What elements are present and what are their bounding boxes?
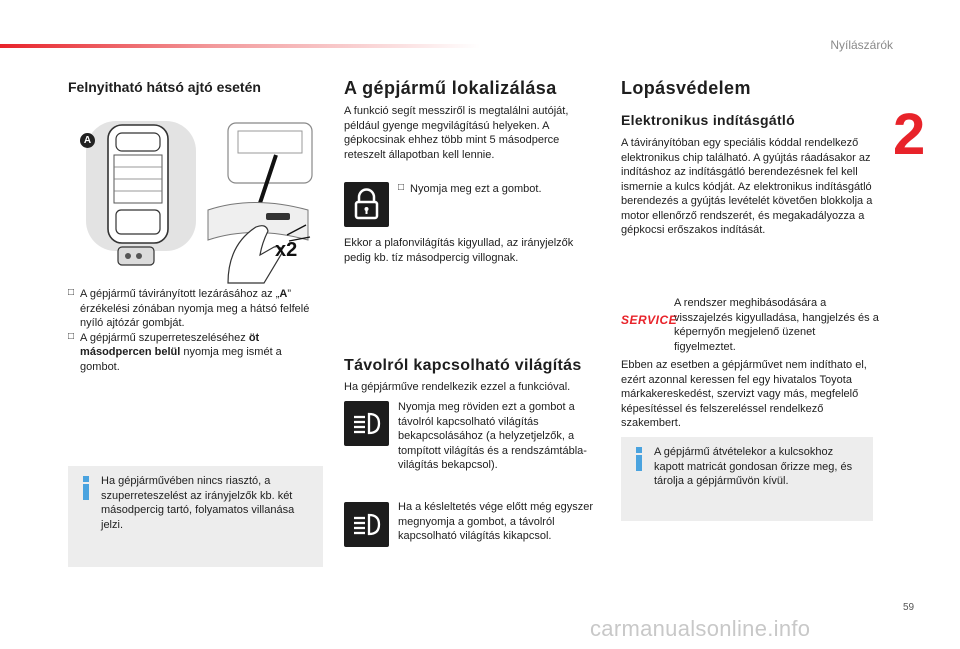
- headlight-icon: [344, 401, 389, 446]
- col3-body: A távirányítóban egy speciális kóddal rendelkező elektronikus chip található. A gyújtás ráadásakor az indításhoz az indításgátló berendezésnek fel kell ismernie a kulcs kódját. Az elektronikus indításgátló berendezés a gyújtás levételét követően blokkolja a motor ellenőrző rendszerét, és megakadályozza a gépkocsi erőszakos indítását.: [621, 137, 873, 236]
- press-twice-label: x2: [275, 239, 298, 261]
- lock-instruction: [398, 182, 542, 197]
- rear-door-figure: [78, 115, 323, 285]
- info-text: A gépjármű átvételekor a kulcsokhoz kapott matricát gondosan őrizze meg, és tárolja a gépjárművön kívül.: [654, 446, 853, 487]
- info-icon: [80, 476, 92, 500]
- col2-intro: A funkció segít messziről is megtalálni autóját, például gyenge megvilágítású helyeken. A gépkocsinak ehhez több mint 5 másodperce reteszelt állapotban kell lennie.: [344, 105, 569, 161]
- headlight-button-off: [344, 502, 389, 547]
- page-number: 59: [903, 602, 915, 613]
- col3-subtitle: Elektronikus indításgátló: [621, 112, 795, 128]
- zone-a-label: A: [80, 133, 95, 148]
- section-title: Nyílászárók: [830, 38, 893, 52]
- info-box: [68, 466, 323, 567]
- lock-icon: [344, 182, 389, 227]
- lock-button-icon: [344, 182, 389, 227]
- square-bullet-icon: □: [68, 287, 75, 298]
- col2-title2: Távolról kapcsolható világítás: [344, 357, 582, 374]
- watermark: carmanualsonline.info: [590, 616, 811, 641]
- light-on-text: Nyomja meg röviden ezt a gombot a távolról kapcsolható világítás bekapcsolásához (a helyzetjelzők, a tompított világítás és a rendszámtábla-világítás bekapcsol).: [398, 401, 587, 471]
- lock-instruction-text: Nyomja meg ezt a gombot.: [410, 183, 542, 195]
- service-warning-icon: SERVICE: [621, 313, 678, 327]
- headlight-icon: [344, 502, 389, 547]
- info-text: Ha gépjárművében nincs riasztó, a szuperreteszelést az irányjelzők kb. két másodpercig tartó, folyamatos villanása jelzi.: [101, 475, 295, 531]
- square-bullet-icon: □: [68, 330, 75, 342]
- col3-after-service: Ebben az esetben a gépjárművet nem indíthato el, ezért azonnal keressen fel egy hivatalos Toyota márkakereskedést, szervizt vagy más, megfelelő képesítéssel és felszereléssel rendelkező szakembert.: [621, 359, 867, 429]
- info-icon: [633, 447, 645, 471]
- bullet-text: A gépjármű szuperreteszeléséhez öt másodpercen belül nyomja meg ismét a gombot.: [80, 331, 282, 373]
- bullet-text: A gépjármű távirányított lezárásához az „A” érzékelési zónában nyomja meg a hátsó felfelé nyíló ajtózár gombját.: [80, 288, 310, 329]
- col1-bullets: [68, 287, 323, 374]
- chapter-number: 2: [893, 102, 926, 167]
- light-off-text: Ha a késleltetés vége előtt még egyszer megnyomja a gombot, a távolról kapcsolható világítás kikapcsol.: [398, 501, 594, 542]
- col1-title: Felnyitható hátsó ajtó esetén: [68, 79, 261, 95]
- headlight-button-on: [344, 401, 389, 446]
- service-text: A rendszer meghibásodására a visszajelzés kigyulladása, hangjelzés és a képernyőn megjelenő üzenet figyelmeztet.: [674, 297, 879, 353]
- info-box: [621, 437, 873, 521]
- col2-title: A gépjármű lokalizálása: [344, 78, 557, 98]
- list-item: [68, 287, 323, 331]
- col3-title: Lopásvédelem: [621, 78, 751, 98]
- col2-intro2: Ha gépjárműve rendelkezik ezzel a funkcióval.: [344, 381, 571, 393]
- col2-after-lock: Ekkor a plafonvilágítás kigyullad, az irányjelzők pedig kb. tíz másodpercig villognak.: [344, 237, 574, 264]
- header-accent-bar: [0, 44, 480, 48]
- square-bullet-icon: □: [398, 182, 405, 193]
- list-item: [68, 331, 323, 375]
